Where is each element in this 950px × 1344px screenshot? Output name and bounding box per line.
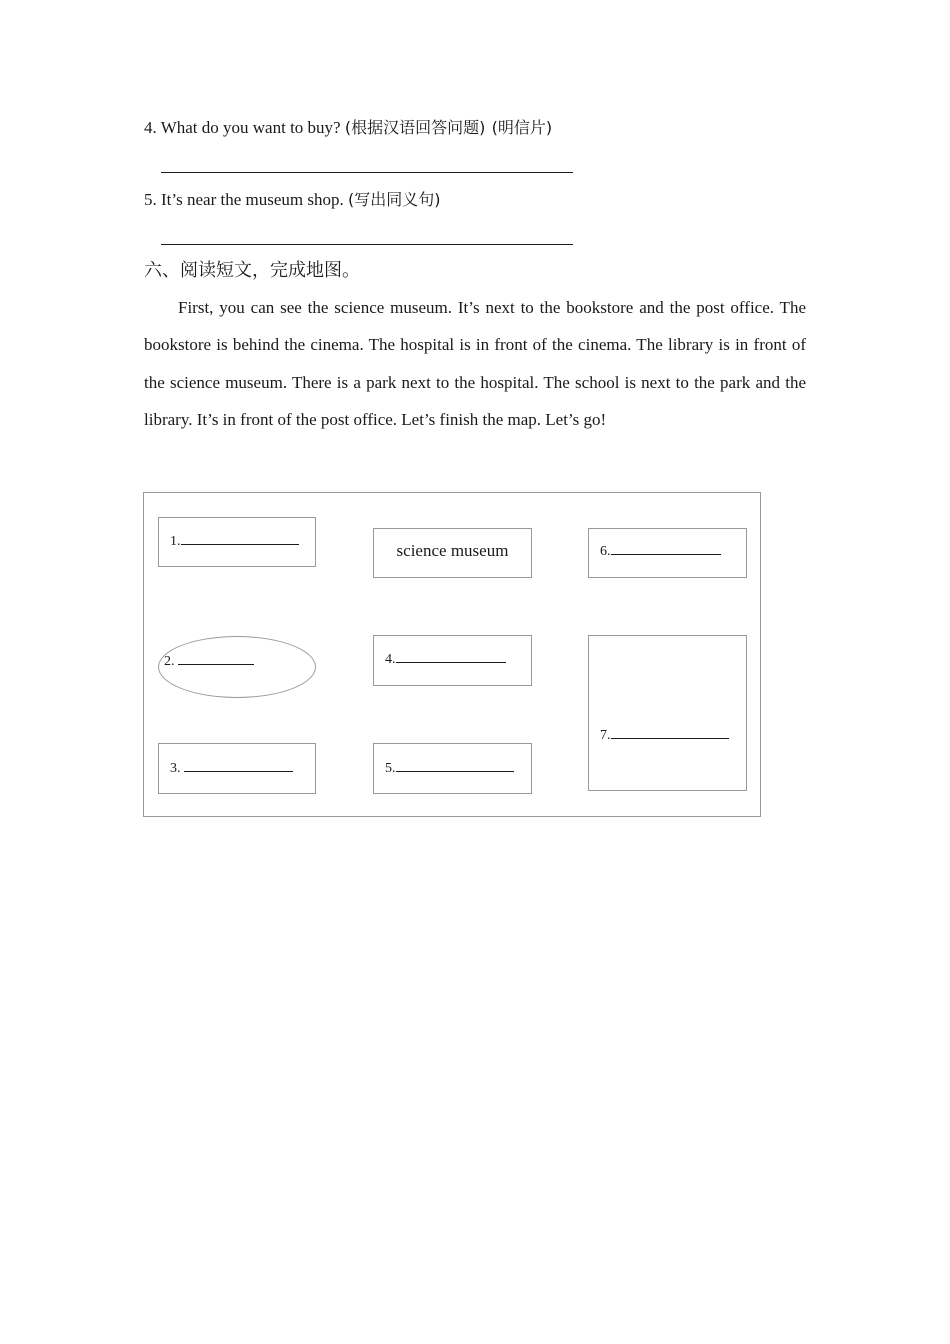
map-box-1-blank[interactable] [181, 531, 299, 545]
map-box-5-label: 5. [385, 758, 514, 778]
map-box-1-label: 1. [170, 531, 299, 551]
map-box-3 [158, 743, 316, 794]
map-box-4-blank[interactable] [396, 649, 506, 663]
question-5-number: 5. [144, 190, 157, 209]
map-box-6-label: 6. [600, 541, 721, 561]
map-box-7 [588, 635, 747, 791]
science-museum-label: science museum [396, 541, 509, 560]
map-box-1 [158, 517, 316, 567]
map-box-3-label: 3. [170, 758, 293, 778]
map-box-7-blank[interactable] [611, 725, 729, 739]
map-box-7-label: 7. [600, 725, 729, 745]
map-box-4-label: 4. [385, 649, 506, 669]
question-5 [144, 189, 440, 211]
question-5-answer-line[interactable] [161, 244, 573, 245]
map-box-4 [373, 635, 532, 686]
question-4-answer-line[interactable] [161, 172, 573, 173]
section-title: 六、阅读短文，完成地图。 [144, 260, 360, 281]
question-5-text: It’s near the museum shop. [161, 190, 344, 209]
question-4-number: 4. [144, 118, 157, 137]
map-box-3-blank[interactable] [184, 758, 293, 772]
map-box-2-label: 2. [164, 651, 254, 671]
question-4-text: What do you want to buy? [160, 118, 341, 137]
map-box-6-blank[interactable] [611, 541, 721, 555]
map-box-5-blank[interactable] [396, 758, 514, 772]
map-box-6 [588, 528, 747, 578]
question-5-instruction: (写出同义句) [347, 190, 441, 209]
map-box-science-museum [373, 528, 532, 578]
map-box-5 [373, 743, 532, 794]
question-4 [144, 117, 552, 139]
map-box-2-blank[interactable] [178, 651, 254, 665]
question-4-instruction: (根据汉语回答问题) [344, 118, 486, 137]
question-4-hint: (明信片) [491, 118, 553, 137]
reading-passage: First, you can see the science museum. It’s next to the bookstore and the post office. The bookstore is behind the cinema. The hospital is in front of the cinema. The library is in front of the science museum. There is a park next to the hospital. The school is next to the park and the library. It’s in front of the post office. Let’s finish the map. Let’s go! [144, 298, 806, 429]
